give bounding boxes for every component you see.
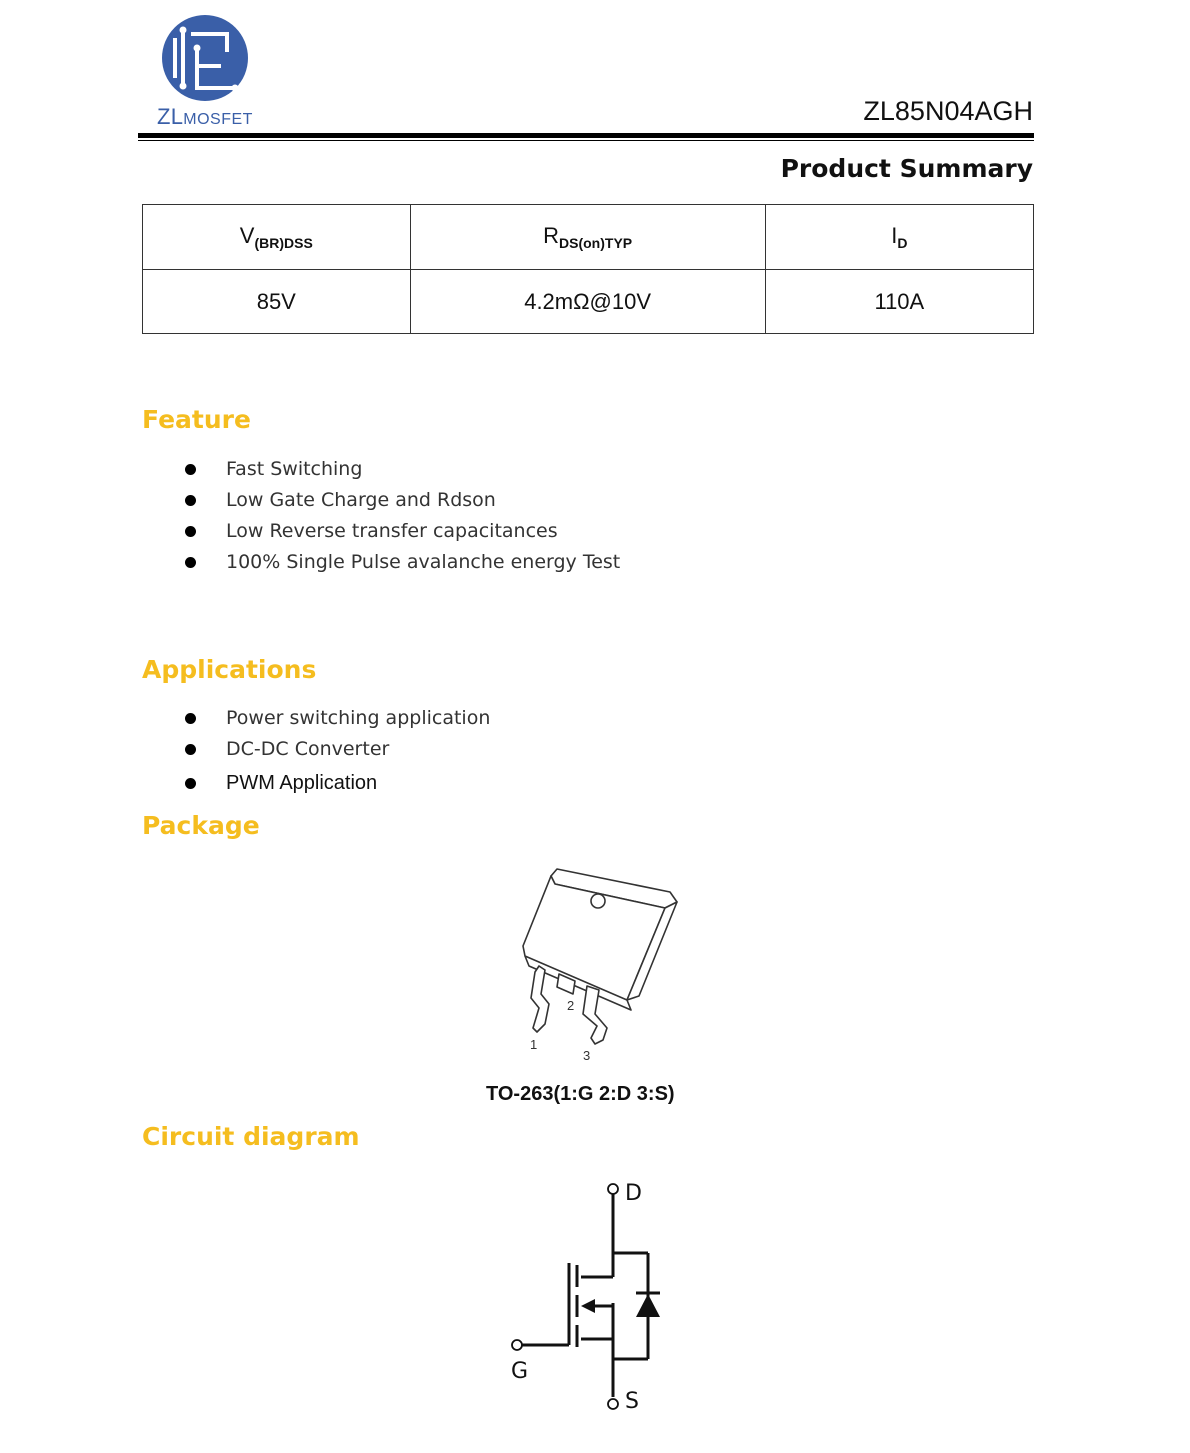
value-rdson: 4.2mΩ@10V <box>410 270 765 334</box>
list-item: Low Gate Charge and Rdson <box>183 485 620 516</box>
value-vbrdss: 85V <box>143 270 411 334</box>
applications-title: Applications <box>142 655 317 684</box>
bullet-icon <box>185 526 196 537</box>
brand-zl: ZL <box>157 104 184 129</box>
bullet-icon <box>185 557 196 568</box>
pin-1-label: 1 <box>530 1037 538 1052</box>
feature-title: Feature <box>142 405 251 434</box>
value-id: 110A <box>765 270 1033 334</box>
pin-3-label: 3 <box>583 1048 591 1063</box>
applications-list <box>183 703 490 799</box>
bullet-icon <box>185 495 196 506</box>
bullet-icon <box>185 713 196 724</box>
pin-2-label: 2 <box>567 998 575 1013</box>
package-title: Package <box>142 811 260 840</box>
bullet-icon <box>185 744 196 755</box>
source-label: S <box>625 1389 639 1414</box>
circuit-diagram-title: Circuit diagram <box>142 1122 360 1151</box>
brand-name <box>157 104 253 130</box>
list-item: Low Reverse transfer capacitances <box>183 516 620 547</box>
list-item: Power switching application <box>183 703 490 734</box>
header-rdson: $R_{DS(on)TYP}$ <box>410 205 765 270</box>
header-rule <box>138 133 1034 138</box>
list-item: 100% Single Pulse avalanche energy Test <box>183 547 620 578</box>
product-summary-table <box>142 204 1034 334</box>
header-vbrdss: $V_{(BR)DSS}$ <box>143 205 411 270</box>
mosfet-symbol <box>505 1175 685 1429</box>
bullet-icon <box>185 464 196 475</box>
gate-label: G <box>511 1359 529 1384</box>
table-header-row <box>143 205 1034 270</box>
bullet-icon <box>185 778 196 789</box>
package-caption: TO-263(1:G 2:D 3:S) <box>486 1083 675 1105</box>
to263-package-drawing <box>515 862 685 1076</box>
header-rule-thin <box>138 140 1034 141</box>
list-item: DC-DC Converter <box>183 734 490 765</box>
table-row <box>143 270 1034 334</box>
feature-list <box>183 454 620 578</box>
drain-label: D <box>625 1181 642 1206</box>
header-id: $I_D$ <box>765 205 1033 270</box>
product-summary-title: Product Summary <box>780 154 1033 183</box>
list-item: Fast Switching <box>183 454 620 485</box>
list-item: PWM Application <box>183 768 490 799</box>
part-number: ZL85N04AGH <box>863 96 1033 126</box>
brand-mosfet: MOSFET <box>183 111 253 128</box>
